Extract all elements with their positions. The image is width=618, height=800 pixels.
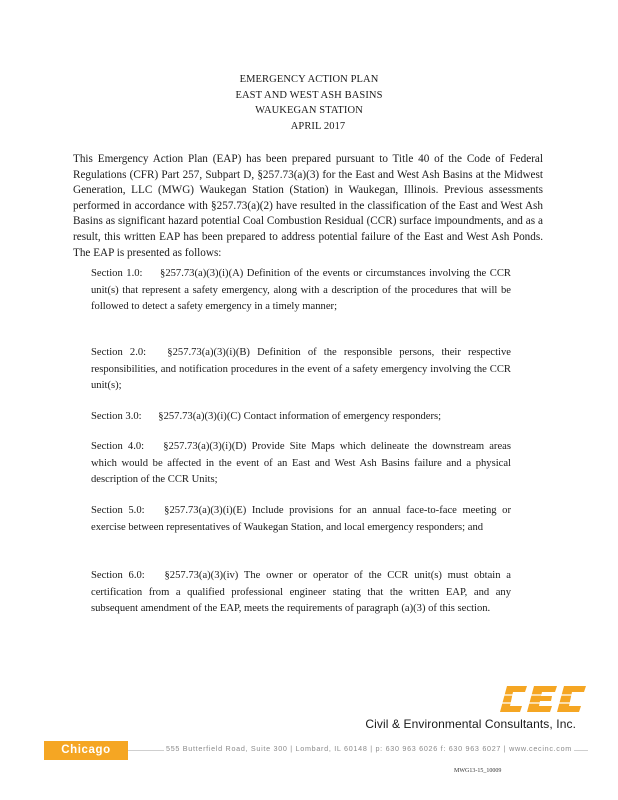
section-label: Section 5.0: (91, 505, 145, 516)
section-text: §257.73(a)(3)(i)(D) Provide Site Maps which delineate the downstream areas which would be affected in the event of an East and West Ash Basins failure and a physical description of the CCR Units; (91, 441, 511, 486)
section-item (91, 345, 511, 395)
title-line-date: APRIL 2017 (290, 120, 346, 132)
section-item (91, 568, 511, 618)
section-text: §257.73(a)(3)(i)(C) Contact information of emergency responders; (158, 411, 442, 422)
office-address: 555 Butterfield Road, Suite 300 | Lombard, IL 60148 | p: 630 963 6026 f: 630 963 6027 | www.cecinc.com (166, 744, 572, 753)
section-text: §257.73(a)(3)(i)(A) Definition of the events or circumstances involving the CCR unit(s) that represent a safety emergency, along with a description of the procedures that will be followed to detect a safety emergency in a timely manner; (91, 268, 511, 313)
section-item (91, 439, 511, 489)
section-item (91, 266, 511, 316)
title-line-plan: EMERGENCY ACTION PLAN (239, 74, 379, 85)
section-item (91, 409, 441, 426)
document-code: MWG13-15_10009 (454, 768, 502, 774)
section-label: Section 6.0: (91, 570, 145, 581)
section-text: §257.73(a)(3)(i)(B) Definition of the responsible persons, their respective responsibilities, and notification procedures in the event of a safety emergency involving the CCR unit(s); (91, 347, 511, 392)
city-badge: Chicago (44, 741, 128, 760)
section-label: Section 3.0: (91, 411, 142, 422)
section-text: §257.73(a)(3)(iv) The owner or operator of the CCR unit(s) must obtain a certification from a qualified professional engineer stating that the written EAP, and any subsequent amendment of the EAP, meets the requirements of paragraph (a)(3) of this section. (91, 570, 511, 615)
intro-paragraph: This Emergency Action Plan (EAP) has been prepared pursuant to Title 40 of the Code of Federal Regulations (CFR) Part 257, Subpart D, §257.73(a)(3) for the East and West Ash Basins at the Midwest Generation, LLC (MWG) Waukegan Station (Station) in Waukegan, Illinois. Previous assessments performed in accordance with §257.73(a)(2) have resulted in the classification of the East and West Ash Basins as significant hazard potential Coal Combustion Residual (CCR) surface impoundments, and as a result, this written EAP has been prepared to address potential failure of the East and West Ash Ponds. The EAP is presented as follows: (73, 153, 543, 259)
company-name: Civil & Environmental Consultants, Inc. (365, 717, 576, 731)
section-item (91, 503, 511, 536)
cec-logo (497, 684, 589, 714)
section-label: Section 1.0: (91, 268, 143, 279)
title-line-basins: EAST AND WEST ASH BASINS (235, 89, 383, 101)
document-title (0, 72, 618, 134)
section-label: Section 4.0: (91, 441, 145, 452)
section-label: Section 2.0: (91, 347, 147, 358)
title-line-station: WAUKEGAN STATION (255, 105, 363, 116)
section-text: §257.73(a)(3)(i)(E) Include provisions for an annual face-to-face meeting or exercise between representatives of Waukegan Station, and local emergency responders; and (91, 505, 511, 533)
